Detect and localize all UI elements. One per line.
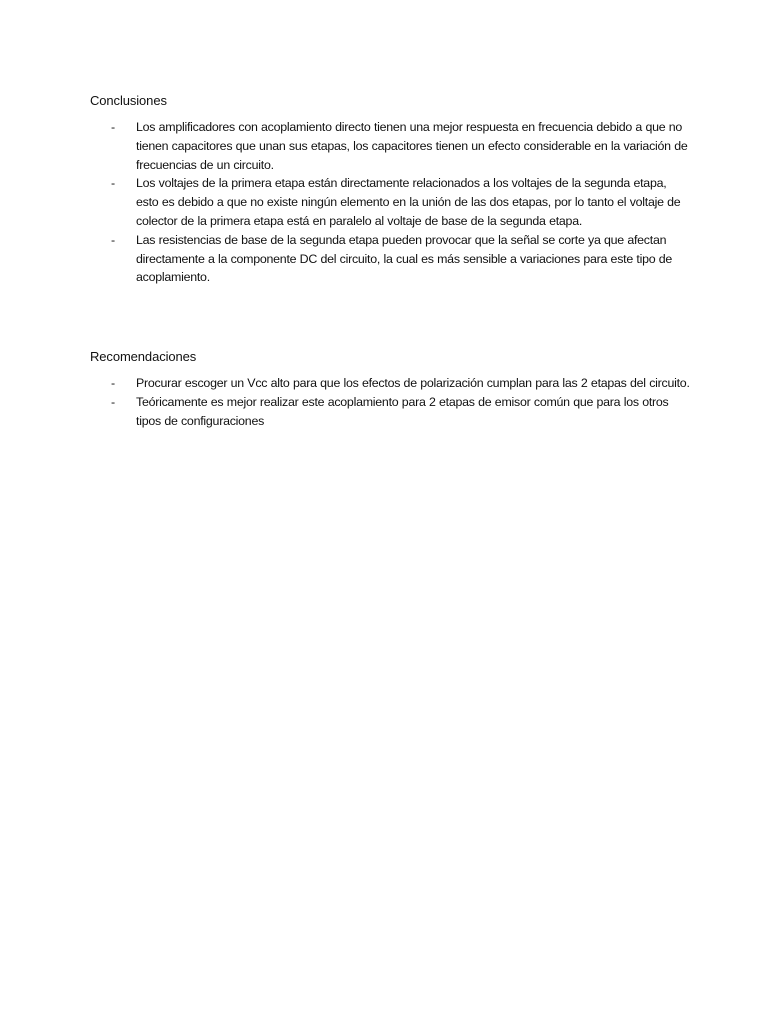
list-item-text: Procurar escoger un Vcc alto para que los efectos de polarización cumplan para las 2 etapas del circuito. — [136, 376, 690, 390]
recomendaciones-heading: Recomendaciones — [90, 349, 197, 364]
list-bullet: - — [111, 376, 115, 390]
list-item-text: Las resistencias de base de la segunda etapa pueden provocar que la señal se corte ya que afectan directamente a la componente DC del circuito, la cual es más sensible a variaciones para este tipo de acoplamiento. — [136, 232, 673, 285]
recomendaciones-section — [90, 347, 690, 430]
list-item-text: Teóricamente es mejor realizar este acoplamiento para 2 etapas de emisor común que para los otros tipos de configuraciones — [136, 394, 669, 428]
conclusiones-list — [90, 118, 690, 287]
list-item — [90, 393, 690, 431]
conclusiones-section — [90, 91, 690, 287]
list-item — [90, 174, 690, 230]
list-item-text: Los amplificadores con acoplamiento directo tienen una mejor respuesta en frecuencia debido a que no tienen capacitores que unan sus etapas, los capacitores tienen un efecto considerable en la variación de frecuencias de un circuito. — [136, 120, 688, 172]
conclusiones-heading: Conclusiones — [90, 93, 167, 108]
list-bullet: - — [111, 394, 115, 409]
list-bullet: - — [111, 120, 115, 134]
list-item — [90, 231, 690, 287]
list-item — [90, 374, 690, 393]
list-item — [90, 118, 690, 174]
list-item-text: Los voltajes de la primera etapa están directamente relacionados a los voltajes de la segunda etapa, esto es debido a que no existe ningún elemento en la unión de las dos etapas, por lo tanto el voltaje de colector de la primera etapa está en paralelo al voltaje de base de la segunda etapa. — [136, 176, 681, 228]
recomendaciones-list — [90, 374, 690, 430]
list-bullet: - — [111, 232, 115, 247]
list-bullet: - — [111, 176, 115, 191]
